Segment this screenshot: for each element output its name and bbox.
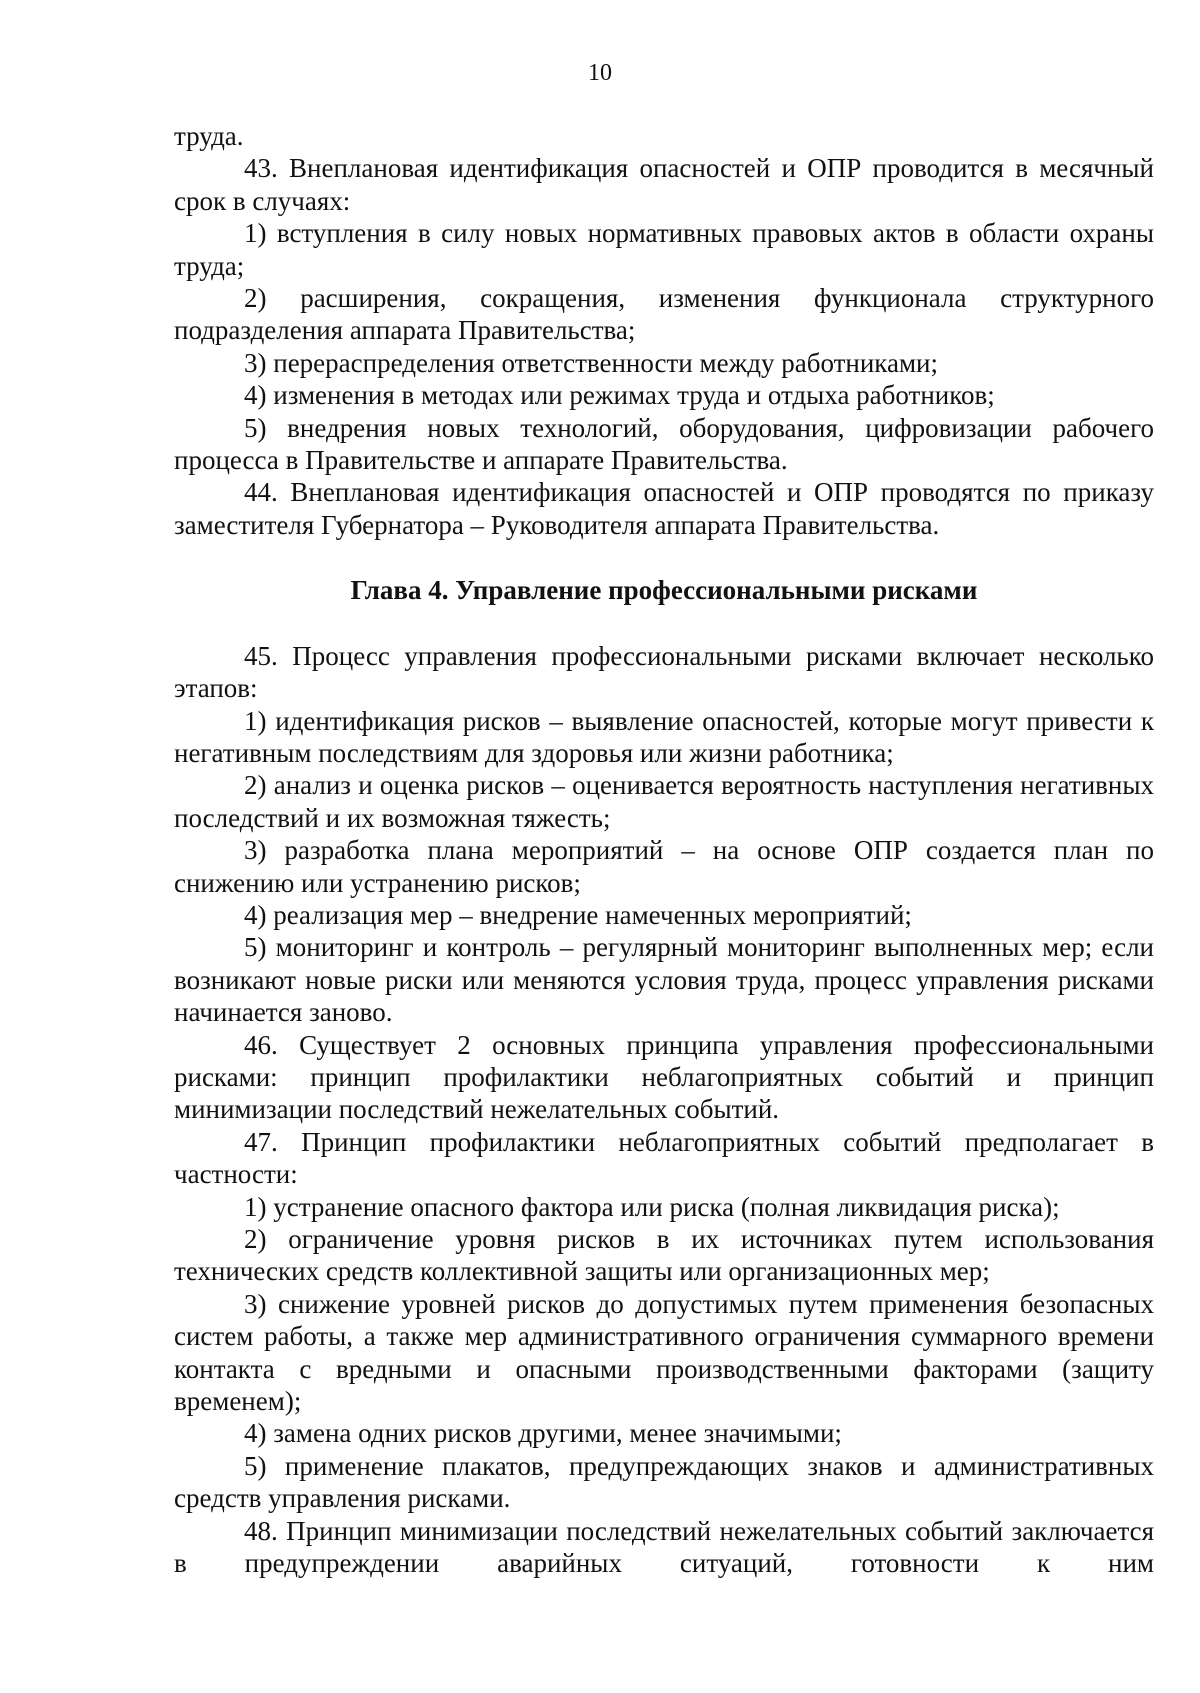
page-number: 10 (588, 60, 612, 86)
list-item-45-2: 2) анализ и оценка рисков – оценивается вероятность наступления негативных последствий и их возможная тяжесть; (174, 770, 1154, 833)
paragraph-44: 44. Внеплановая идентификация опасностей и ОПР проводятся по приказу заместителя Губернатора – Руководителя аппарата Правительства. (174, 477, 1154, 540)
list-item-47-4: 4) замена одних рисков другими, менее значимыми; (244, 1418, 842, 1449)
paragraph-48: 48. Принцип минимизации последствий нежелательных событий заключается в предупреждении аварийных ситуаций, готовности к ним (174, 1515, 1154, 1579)
list-item-45-3: 3) разработка плана мероприятий – на основе ОПР создается план по снижению или устранению рисков; (174, 835, 1154, 898)
chapter-title: Глава 4. Управление профессиональными рисками (350, 575, 978, 606)
list-item-45-1: 1) идентификация рисков – выявление опасностей, которые могут привести к негативным последствиям для здоровья или жизни работника; (174, 705, 1154, 768)
paragraph-45: 45. Процесс управления профессиональными рисками включает несколько этапов: (174, 640, 1154, 704)
paragraph-47: 47. Принцип профилактики неблагоприятных событий предполагает в частности: (174, 1126, 1154, 1190)
list-item-47-2: 2) ограничение уровня рисков в их источниках путем использования технических средств коллективной защиты или организационных мер; (174, 1224, 1154, 1287)
list-item-47-3: 3) снижение уровней рисков до допустимых путем применения безопасных систем работы, а также мер административного ограничения суммарного времени контакта с вредными и опасными производственными факторами (защиту временем); (174, 1288, 1154, 1417)
list-item-43-3: 3) перераспределения ответственности между работниками; (244, 347, 939, 378)
paragraph-43: 43. Внеплановая идентификация опасностей и ОПР проводится в месячный срок в случаях: (174, 153, 1154, 216)
document-body (174, 120, 1154, 1579)
list-item-43-4: 4) изменения в методах или режимах труда и отдыха работников; (244, 380, 995, 411)
list-item-45-5: 5) мониторинг и контроль – регулярный мониторинг выполненных мер; если возникают новые риски или меняются условия труда, процесс управления рисками начинается заново. (174, 932, 1154, 1028)
paragraph-continuation: труда. (174, 121, 244, 151)
list-item-45-4: 4) реализация мер – внедрение намеченных мероприятий; (244, 899, 912, 930)
list-item-47-5: 5) применение плакатов, предупреждающих знаков и административных средств управления рисками. (174, 1450, 1154, 1514)
paragraph-46: 46. Существует 2 основных принципа управления профессиональными рисками: принцип профилактики неблагоприятных событий и принцип минимизации последствий нежелательных событий. (174, 1029, 1154, 1125)
list-item-43-2: 2) расширения, сокращения, изменения функционала структурного подразделения аппарата Правительства; (174, 283, 1154, 346)
list-item-43-1: 1) вступления в силу новых нормативных правовых актов в области охраны труда; (174, 218, 1154, 281)
list-item-47-1: 1) устранение опасного фактора или риска (полная ликвидация риска); (244, 1191, 1060, 1222)
list-item-43-5: 5) внедрения новых технологий, оборудования, цифровизации рабочего процесса в Правительстве и аппарате Правительства. (174, 412, 1154, 476)
